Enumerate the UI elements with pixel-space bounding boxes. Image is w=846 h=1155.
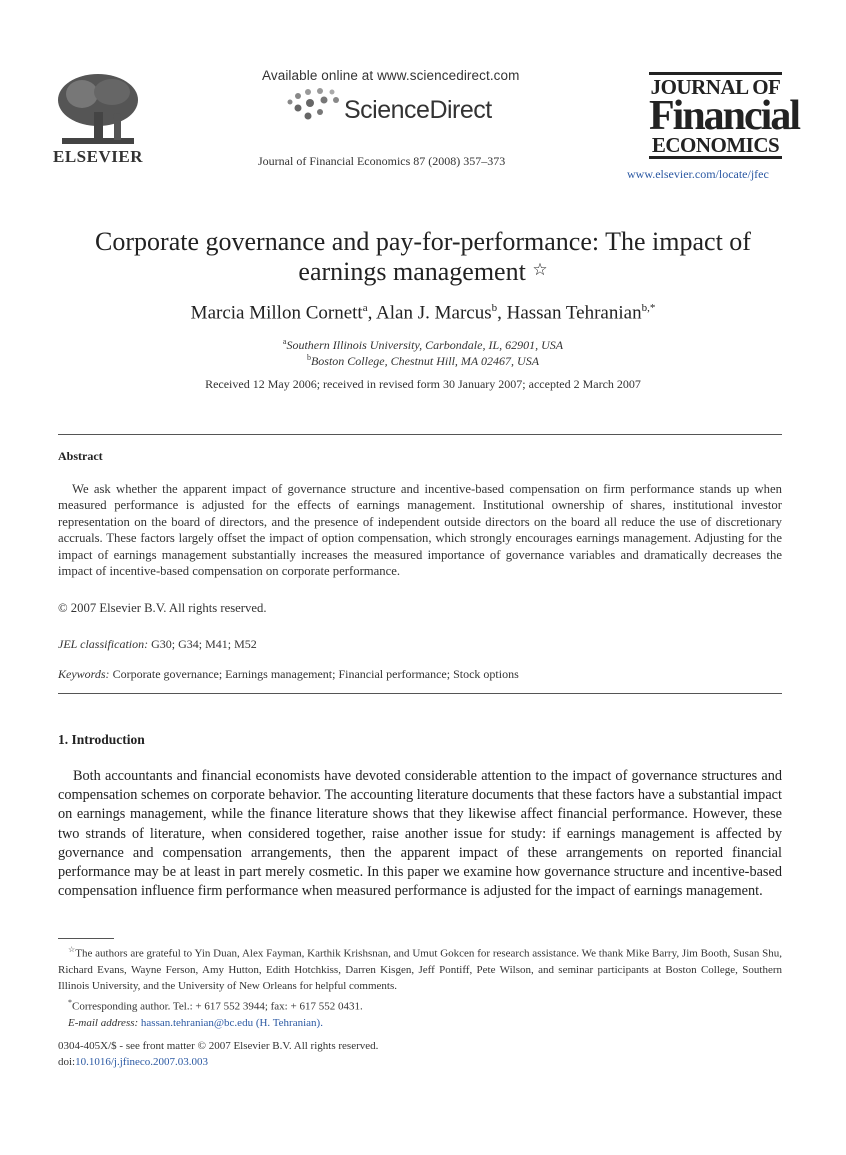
keywords-value: Corporate governance; Earnings management; Financial performance; Stock options — [109, 667, 519, 681]
corresponding-author-footnote — [58, 995, 782, 1015]
author-name: Alan J. Marcus — [376, 302, 492, 324]
jfe-logo-line1: JOURNAL OF — [649, 72, 782, 98]
author-affiliation-mark[interactable]: b — [491, 302, 498, 314]
jfe-logo-line3: ECONOMICS — [649, 134, 782, 159]
doi-label: doi: — [58, 1056, 76, 1068]
author-affiliation-mark[interactable]: a — [362, 302, 368, 314]
front-matter-notice: 0304-405X/$ - see front matter © 2007 Elsevier B.V. All rights reserved. — [58, 1040, 379, 1052]
jel-value: G30; G34; M41; M52 — [148, 637, 257, 651]
affiliation-mark: b — [306, 353, 311, 362]
acknowledgement-text: The authors are grateful to Yin Duan, Alex Fayman, Karthik Krishsnan, and Umut Gokcen for research assistance. We thank Mike Barry, Jim Booth, Susan Shu, Richard Evans, Wayne Ferson, Amy Hutton, Edith Hotchkiss, Darren Kisgen, Jeff Pontiff, Pete Wilson, and seminar participants at Boston College, Southern Illinois University, and the University of New Orleans for helpful comments. — [58, 947, 783, 993]
affiliation-text: Boston College, Chestnut Hill, MA 02467, USA — [310, 354, 540, 368]
footnotes — [58, 942, 782, 1031]
affiliation-text: Southern Illinois University, Carbondale, IL, 62901, USA — [286, 338, 564, 352]
introduction-paragraph: Both accountants and financial economists have devoted considerable attention to the impact of governance structures and compensation schemes on corporate behavior. The accounting literature documents that these factors have a substantial impact on earnings management, while the finance literature shows that they likewise affect financial performance. However, these two strands of literature, when considered together, raise another issue for study: if earnings management is affected by governance and compensation arrangements, then the apparent impact of these arrangements on reported financial performance may be at least in part merely cosmetic. In this paper we examine how governance structure and incentive-based compensation influence firm performance when measured performance is adjusted for the impact of earnings management. — [58, 768, 782, 900]
affiliation-mark: a — [282, 337, 287, 346]
jel-classification — [58, 637, 257, 652]
affiliation-b — [0, 353, 846, 369]
author-name: Hassan Tehranian — [506, 302, 642, 324]
footnote-asterisk-mark: * — [68, 997, 72, 1007]
journal-citation: Journal of Financial Economics 87 (2008) 357–373 — [258, 154, 506, 168]
email-link[interactable]: hassan.tehranian@bc.edu (H. Tehranian). — [138, 1016, 323, 1029]
abstract-copyright: © 2007 Elsevier B.V. All rights reserved. — [58, 601, 267, 615]
publisher-name: ELSEVIER — [53, 147, 143, 166]
abstract-heading: Abstract — [58, 449, 103, 463]
acknowledgement-footnote — [58, 942, 782, 995]
available-online-text[interactable]: Available online at www.sciencedirect.com — [262, 68, 520, 83]
title-line1: Corporate governance and pay-for-performance: The impact of — [95, 227, 751, 256]
received-dates: Received 12 May 2006; received in revised form 30 January 2007; accepted 2 March 2007 — [205, 377, 641, 391]
article-title — [40, 227, 806, 287]
title-line2: earnings management — [298, 257, 526, 286]
doi-line — [58, 1056, 208, 1068]
sciencedirect-dots-icon — [286, 88, 342, 122]
author-name: Marcia Millon Cornett — [190, 302, 363, 324]
email-footnote — [58, 1015, 782, 1031]
divider — [58, 693, 782, 694]
divider — [58, 434, 782, 435]
journal-url-link[interactable]: www.elsevier.com/locate/jfec — [627, 167, 769, 181]
sciencedirect-logo-text: ScienceDirect — [344, 96, 492, 124]
jfe-journal-logo — [649, 72, 800, 162]
footnote-divider — [58, 938, 114, 939]
keywords — [58, 667, 519, 682]
section-heading-introduction: 1. Introduction — [58, 732, 145, 747]
doi-link[interactable]: 10.1016/j.jfineco.2007.03.003 — [75, 1056, 209, 1068]
jfe-logo-line2: Financial — [649, 93, 800, 139]
author-list: Marcia Millon Cornett$^a$, Alan J. Marcus$^b$, Hassan Tehranian$^{b,*}$ — [190, 302, 656, 324]
keywords-label: Keywords: — [58, 667, 110, 681]
author-affiliation-mark[interactable]: b,* — [641, 302, 656, 314]
email-label: E-mail address: — [68, 1016, 139, 1029]
abstract-text: We ask whether the apparent impact of governance structure and incentive-based compensation on firm performance stands up when measured performance is adjusted for the effects of earnings management. Institutional ownership of shares, institutional investor representation on the board of directors, and the presence of independent outside directors on the board all reduce the use of discretionary accruals. These factors largely offset the impact of option compensation, which strongly encourages earnings management. Adjusting for the impact of earnings management substantially increases the measured importance of governance variables and dramatically decreases the impact of incentive-based compensation on corporate performance. — [58, 482, 782, 579]
jel-label: JEL classification: — [58, 637, 149, 651]
affiliation-a — [0, 337, 846, 353]
footnote-star-mark: ☆ — [68, 945, 76, 954]
corresponding-text: Corresponding author. Tel.: + 617 552 3944; fax: + 617 552 0431. — [72, 1000, 363, 1013]
title-footnote-star-link[interactable]: ☆ — [532, 260, 548, 279]
